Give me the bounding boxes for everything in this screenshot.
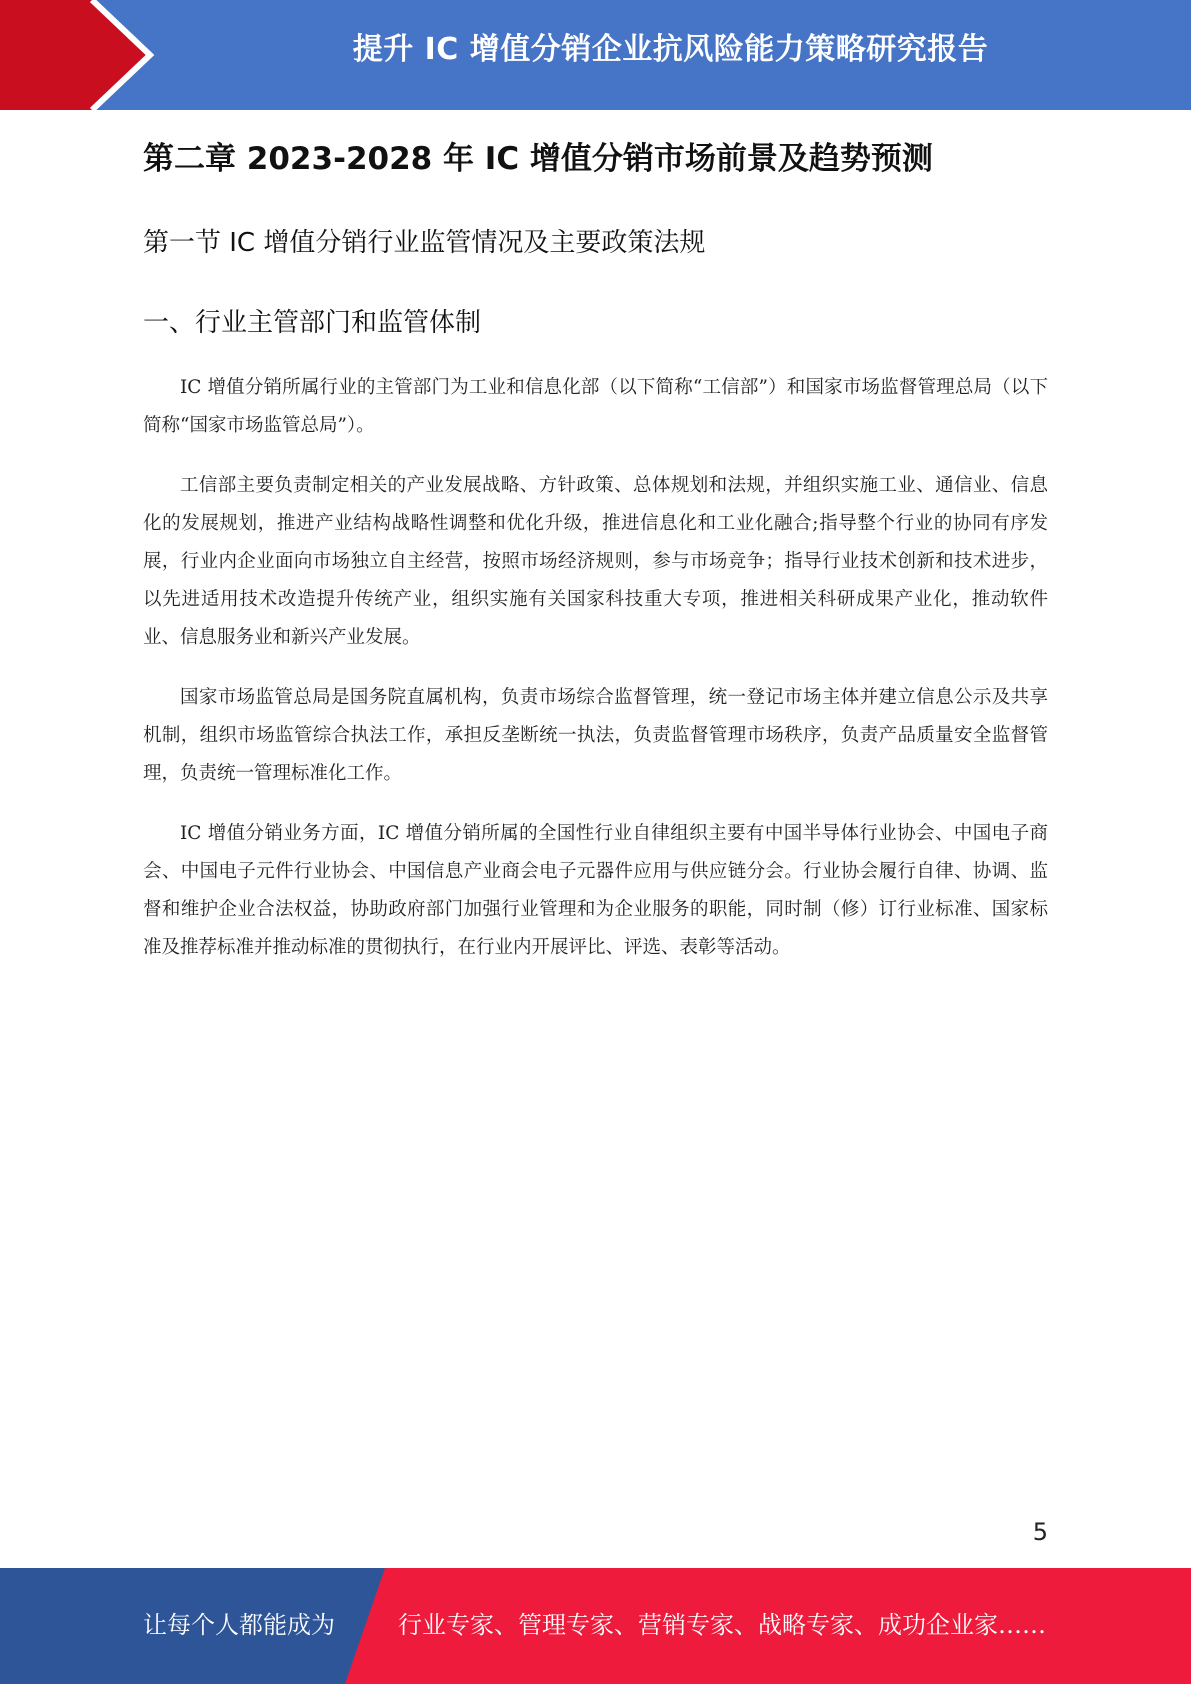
header-banner — [0, 0, 1191, 110]
footer-banner — [0, 1568, 1191, 1684]
paragraph: 国家市场监管总局是国务院直属机构，负责市场综合监督管理，统一登记市场主体并建立信息公示及共享机制，组织市场监管综合执法工作，承担反垄断统一执法，负责监督管理市场秩序，负责产品质量安全监督管理，负责统一管理标准化工作。 — [143, 687, 1048, 784]
report-title: 提升 IC 增值分销企业抗风险能力策略研究报告 — [352, 32, 989, 67]
page-content — [143, 137, 1048, 989]
paragraph: IC 增值分销所属行业的主管部门为工业和信息化部（以下简称“工信部”）和国家市场监督管理总局（以下简称“国家市场监管总局”）。 — [143, 377, 1048, 436]
page-number: 5 — [1032, 1518, 1048, 1546]
chapter-title: 第二章 2023-2028 年 IC 增值分销市场前景及趋势预测 — [143, 141, 933, 177]
subsection-title: 一、行业主管部门和监管体制 — [143, 308, 482, 338]
paragraph: 工信部主要负责制定相关的产业发展战略、方针政策、总体规划和法规，并组织实施工业、通信业、信息化的发展规划，推进产业结构战略性调整和优化升级，推进信息化和工业化融合;指导整个行业的协同有序发展，行业内企业面向市场独立自主经营，按照市场经济规则，参与市场竞争；指导行业技术创新和技术进步，以先进适用技术改造提升传统产业，组织实施有关国家科技重大专项，推进相关科研成果产业化，推动软件业、信息服务业和新兴产业发展。 — [143, 475, 1048, 648]
footer-slogan-right: 行业专家、管理专家、营销专家、战略专家、成功企业家…… — [398, 1611, 1046, 1639]
body-text — [143, 369, 1048, 967]
paragraph: IC 增值分销业务方面，IC 增值分销所属的全国性行业自律组织主要有中国半导体行业协会、中国电子商会、中国电子元件行业协会、中国信息产业商会电子元器件应用与供应链分会。行业协会履行自律、协调、监督和维护企业合法权益，协助政府部门加强行业管理和为企业服务的职能，同时制（修）订行业标准、国家标准及推荐标准并推动标准的贯彻执行，在行业内开展评比、评选、表彰等活动。 — [143, 823, 1048, 958]
footer-slogan-left: 让每个人都能成为 — [143, 1611, 335, 1639]
section-title: 第一节 IC 增值分销行业监管情况及主要政策法规 — [143, 228, 706, 258]
chevron-arrow-icon — [0, 0, 160, 110]
